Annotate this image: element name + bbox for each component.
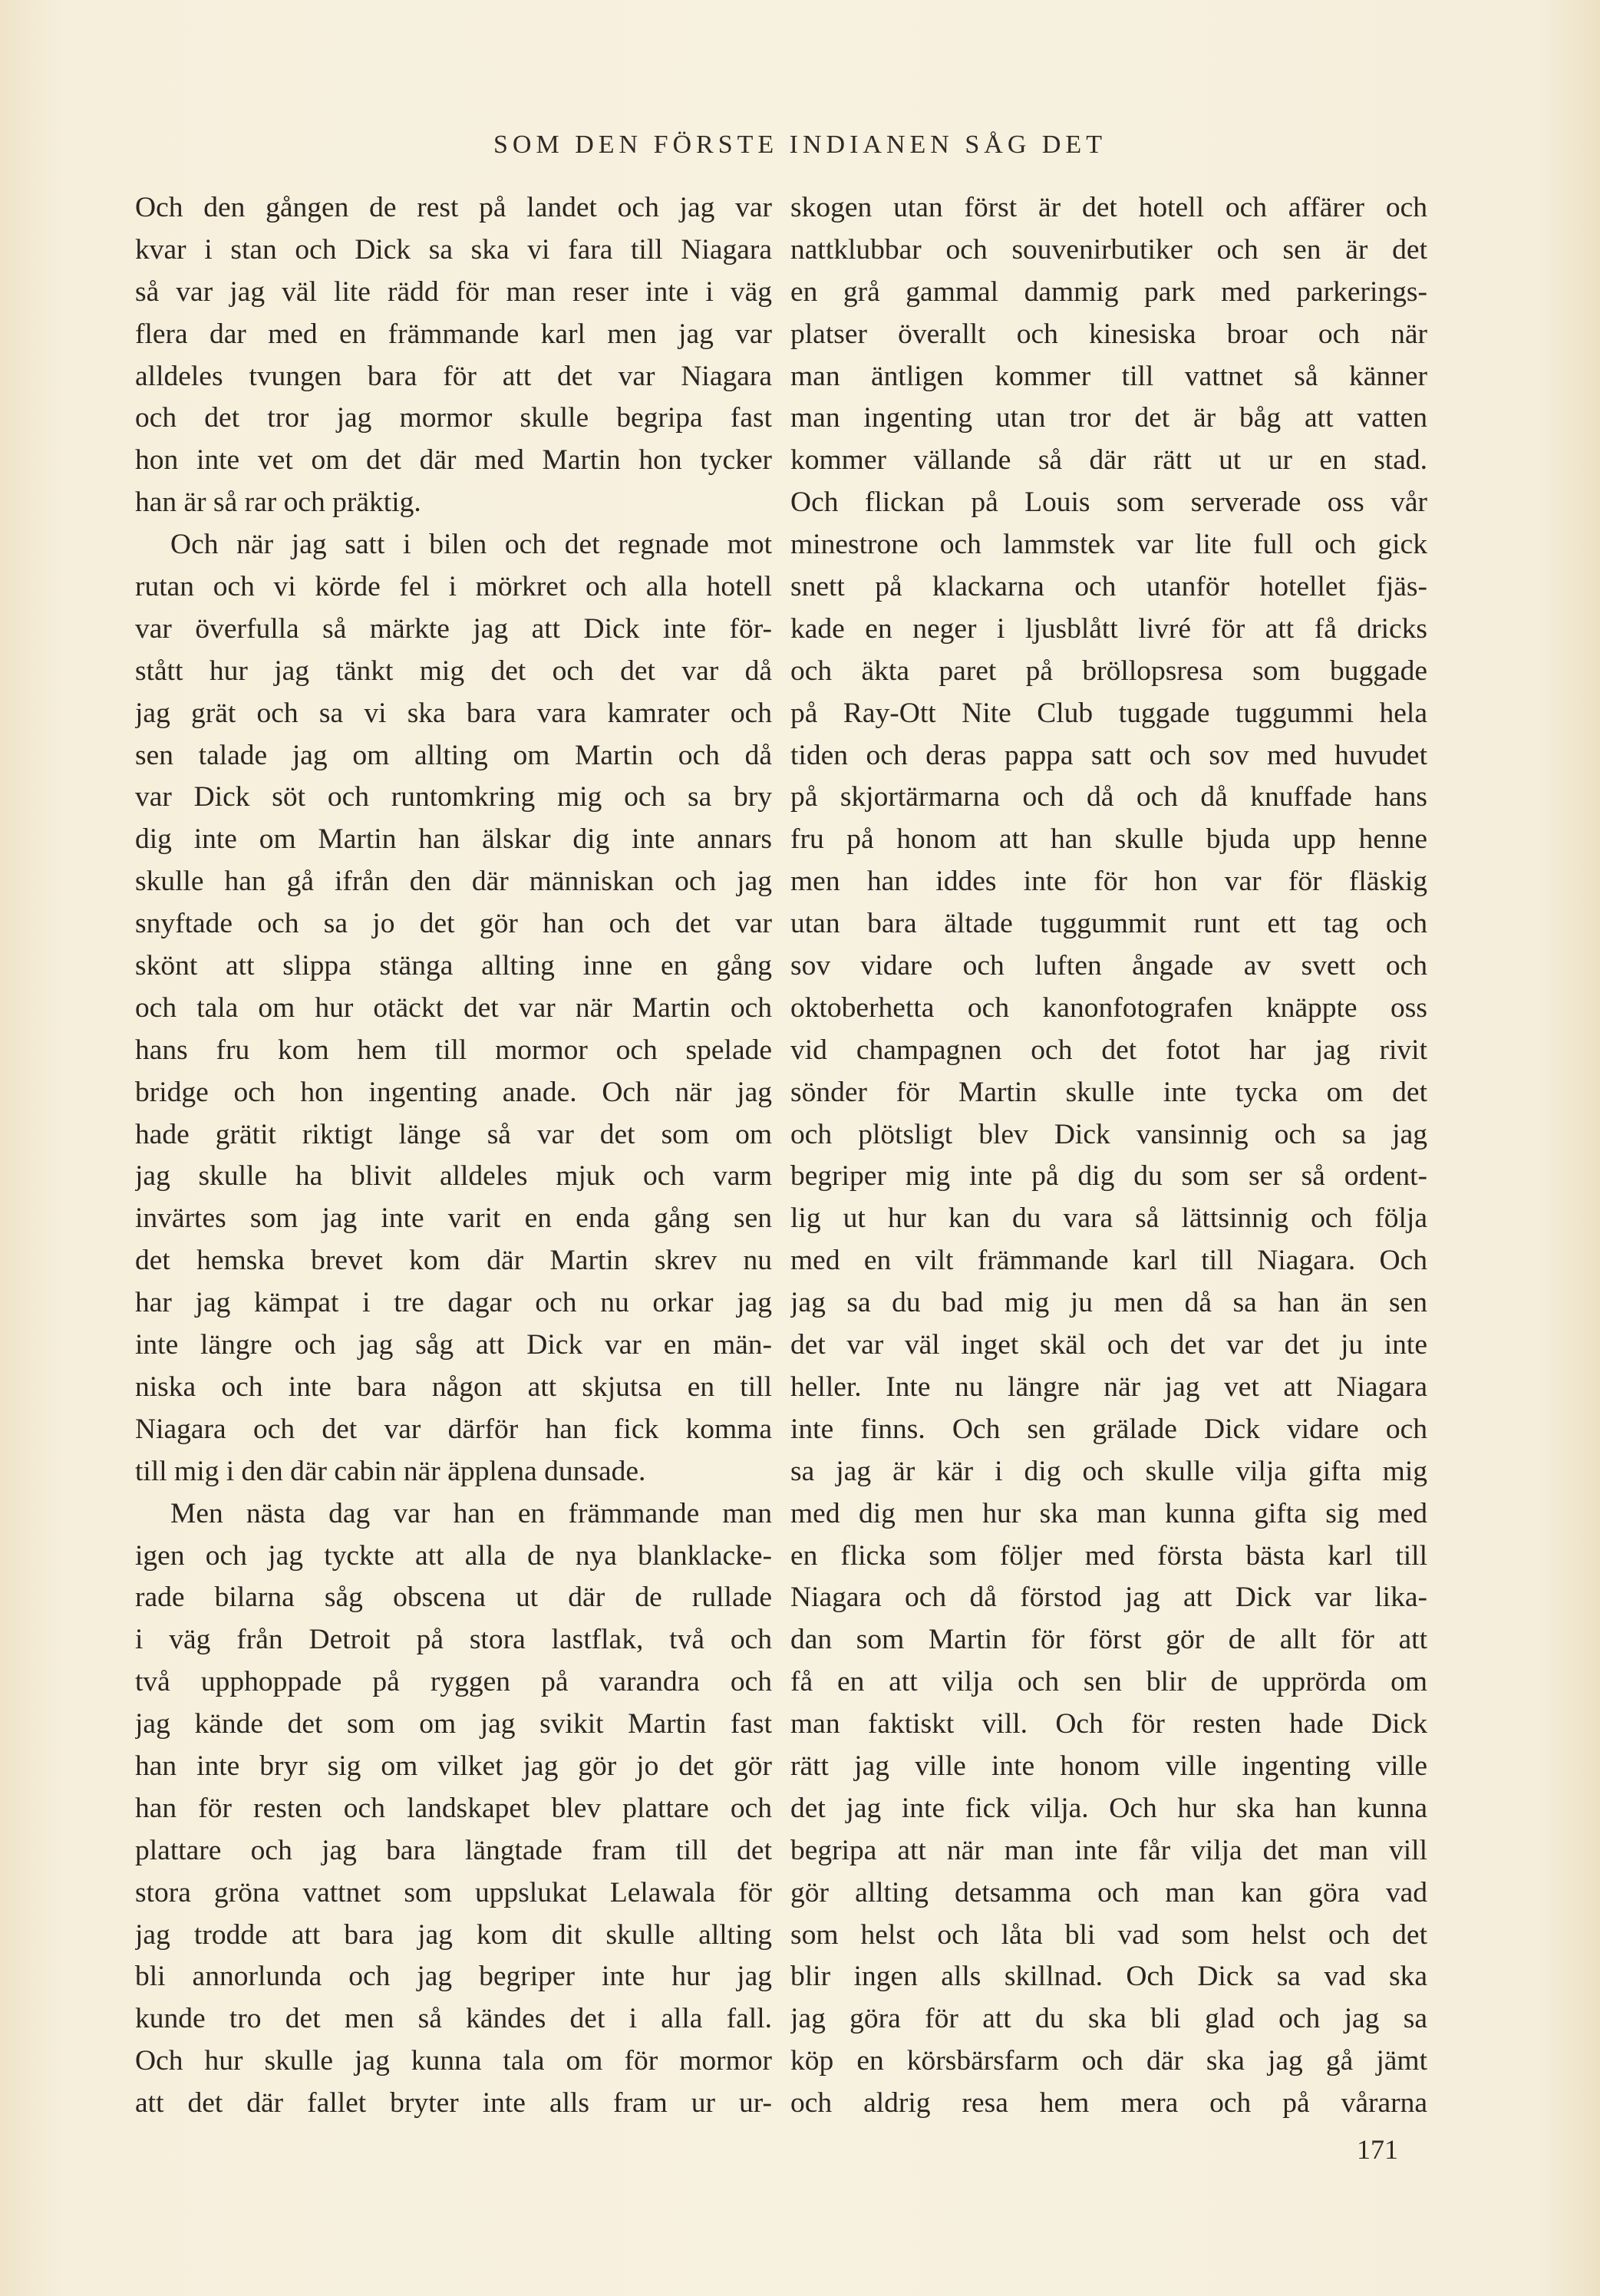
- text-line: sa jag är kär i dig och skulle vilja gifta mig: [790, 1455, 1427, 1487]
- text-line: blir ingen alls skillnad. Och Dick sa vad ska: [790, 1961, 1427, 1993]
- text-line: kade en neger i ljusblått livré för att få dricks: [790, 612, 1427, 645]
- text-line: och äkta paret på bröllopsresa som buggade: [790, 655, 1427, 687]
- text-line: flera dar med en främmande karl men jag var: [135, 318, 772, 350]
- text-column-left: [135, 187, 772, 2125]
- text-line: utan bara ältade tuggummit runt ett tag och: [790, 908, 1427, 940]
- text-line: bli annorlunda och jag begriper inte hur jag: [135, 1961, 772, 1993]
- text-line: vid champagnen och det fotot har jag rivit: [790, 1034, 1427, 1066]
- text-line: begriper mig inte på dig du som ser så ordent-: [790, 1160, 1427, 1193]
- text-line: det hemska brevet kom där Martin skrev nu: [135, 1245, 772, 1277]
- text-line: Och hur skulle jag kunna tala om för mormor: [135, 2045, 772, 2077]
- text-line: tiden och deras pappa satt och sov med huvudet: [790, 739, 1427, 771]
- text-line: igen och jag tyckte att alla de nya blanklacke-: [135, 1539, 772, 1572]
- text-line: jag sa du bad mig ju men då sa han än sen: [790, 1287, 1427, 1319]
- text-line: att det där fallet bryter inte alls fram ur ur-: [135, 2087, 772, 2120]
- text-line: han är så rar och präktig.: [135, 487, 421, 519]
- text-line: han för resten och landskapet blev plattare och: [135, 1792, 772, 1824]
- text-line: hans fru kom hem till mormor och spelade: [135, 1034, 772, 1066]
- text-line: platser överallt och kinesiska broar och när: [790, 318, 1427, 350]
- text-line: stora gröna vattnet som uppslukat Lelawala för: [135, 1876, 772, 1908]
- text-line: Niagara och det var därför han fick komma: [135, 1413, 772, 1445]
- text-line: och plötsligt blev Dick vansinnig och sa jag: [790, 1118, 1427, 1150]
- text-line: niska och inte bara någon att skjutsa en till: [135, 1371, 772, 1403]
- text-line: har jag kämpat i tre dagar och nu orkar jag: [135, 1287, 772, 1319]
- page-number: 171: [1357, 2134, 1398, 2165]
- text-line: med en vilt främmande karl till Niagara. Och: [790, 1245, 1427, 1277]
- text-line: med dig men hur ska man kunna gifta sig med: [790, 1497, 1427, 1529]
- text-line: jag skulle ha blivit alldeles mjuk och varm: [135, 1160, 772, 1193]
- text-line: få en att vilja och sen blir de upprörda om: [790, 1666, 1427, 1698]
- text-line: två upphoppade på ryggen på varandra och: [135, 1666, 772, 1698]
- text-line: nattklubbar och souvenirbutiker och sen är det: [790, 233, 1427, 266]
- text-line: det jag inte fick vilja. Och hur ska han kunna: [790, 1792, 1427, 1824]
- text-line: skogen utan först är det hotell och affärer och: [790, 192, 1427, 223]
- text-line: rätt jag ville inte honom ville ingenting ville: [790, 1750, 1427, 1782]
- text-line: var överfulla så märkte jag att Dick inte för-: [135, 612, 772, 645]
- text-line: plattare och jag bara längtade fram till det: [135, 1834, 772, 1866]
- text-line: sönder för Martin skulle inte tycka om det: [790, 1076, 1427, 1108]
- text-line: till mig i den där cabin när äpplena dunsade.: [135, 1455, 646, 1487]
- text-line: kommer vällande så där rätt ut ur en stad.: [790, 444, 1427, 477]
- text-line: rutan och vi körde fel i mörkret och alla hotell: [135, 571, 772, 603]
- text-line: var Dick söt och runtomkring mig och sa bry: [135, 781, 772, 813]
- text-line: jag kände det som om jag svikit Martin fast: [135, 1708, 772, 1740]
- text-line: stått hur jag tänkt mig det och det var då: [135, 655, 772, 687]
- text-line: Och när jag satt i bilen och det regnade mot: [170, 529, 772, 561]
- text-line: dan som Martin för först gör de allt för att: [790, 1624, 1427, 1656]
- text-line: och aldrig resa hem mera och på vårarna: [790, 2087, 1427, 2120]
- text-line: lig ut hur kan du vara så lättsinnig och följa: [790, 1202, 1427, 1235]
- text-line: gör allting detsamma och man kan göra vad: [790, 1876, 1427, 1908]
- text-line: köp en körsbärsfarm och där ska jag gå jämt: [790, 2045, 1427, 2077]
- text-line: inte finns. Och sen grälade Dick vidare och: [790, 1413, 1427, 1445]
- text-line: heller. Inte nu längre när jag vet att Niagara: [790, 1371, 1427, 1403]
- text-line: på Ray-Ott Nite Club tuggade tuggummi hela: [790, 697, 1427, 729]
- text-line: och tala om hur otäckt det var när Martin och: [135, 991, 772, 1024]
- text-line: begripa att när man inte får vilja det man vill: [790, 1834, 1427, 1866]
- text-line: dig inte om Martin han älskar dig inte annars: [135, 823, 772, 856]
- text-line: och det tror jag mormor skulle begripa fast: [135, 402, 772, 434]
- text-line: jag göra för att du ska bli glad och jag sa: [790, 2003, 1427, 2035]
- text-line: på skjortärmarna och då och då knuffade hans: [790, 781, 1427, 813]
- text-line: Niagara och då förstod jag att Dick var lika-: [790, 1582, 1427, 1614]
- text-line: sen talade jag om allting om Martin och då: [135, 739, 772, 771]
- text-line: sov vidare och luften ångade av svett och: [790, 950, 1427, 982]
- text-line: Och den gången de rest på landet och jag var: [135, 192, 772, 223]
- running-head: SOM DEN FÖRSTE INDIANEN SÅG DET: [493, 130, 1107, 159]
- text-line: minestrone och lammstek var lite full och gick: [790, 529, 1427, 561]
- text-line: jag trodde att bara jag kom dit skulle allting: [135, 1918, 772, 1951]
- text-line: kunde tro det men så kändes det i alla fall.: [135, 2003, 772, 2035]
- text-line: skönt att slippa stänga allting inne en gång: [135, 950, 772, 982]
- text-line: i väg från Detroit på stora lastflak, två och: [135, 1624, 772, 1656]
- text-line: man äntligen kommer till vattnet så känner: [790, 360, 1427, 392]
- text-line: han inte bryr sig om vilket jag gör jo det gör: [135, 1750, 772, 1782]
- text-line: man faktiskt vill. Och för resten hade Dick: [790, 1708, 1427, 1740]
- text-line: inte längre och jag såg att Dick var en män-: [135, 1329, 772, 1361]
- text-line: hon inte vet om det där med Martin hon tycker: [135, 444, 772, 477]
- text-line: skulle han gå ifrån den där människan och jag: [135, 866, 772, 898]
- text-line: kvar i stan och Dick sa ska vi fara till Niagara: [135, 233, 772, 266]
- text-column-right: [790, 187, 1427, 2125]
- text-line: men han iddes inte för hon var för fläskig: [790, 866, 1427, 898]
- text-line: en flicka som följer med första bästa karl till: [790, 1539, 1427, 1572]
- text-line: det var väl inget skäl och det var det ju inte: [790, 1329, 1427, 1361]
- text-line: så var jag väl lite rädd för man reser inte i väg: [135, 275, 772, 308]
- text-line: invärtes som jag inte varit en enda gång sen: [135, 1202, 772, 1235]
- text-line: rade bilarna såg obscena ut där de rullade: [135, 1582, 772, 1614]
- text-line: snyftade och sa jo det gör han och det var: [135, 908, 772, 940]
- text-line: jag grät och sa vi ska bara vara kamrater och: [135, 697, 772, 729]
- text-line: alldeles tvungen bara för att det var Niagara: [135, 360, 772, 392]
- text-line: man ingenting utan tror det är båg att vatten: [790, 402, 1427, 434]
- text-line: Och flickan på Louis som serverade oss vår: [790, 487, 1427, 519]
- text-line: fru på honom att han skulle bjuda upp henne: [790, 823, 1427, 856]
- text-line: en grå gammal dammig park med parkerings-: [790, 275, 1427, 308]
- text-line: hade grätit riktigt länge så var det som om: [135, 1118, 772, 1150]
- text-line: snett på klackarna och utanför hotellet fjäs-: [790, 571, 1427, 603]
- text-line: Men nästa dag var han en främmande man: [170, 1497, 772, 1529]
- text-line: som helst och låta bli vad som helst och det: [790, 1918, 1427, 1951]
- text-line: oktoberhetta och kanonfotografen knäppte oss: [790, 991, 1427, 1024]
- text-line: bridge och hon ingenting anade. Och när jag: [135, 1076, 772, 1108]
